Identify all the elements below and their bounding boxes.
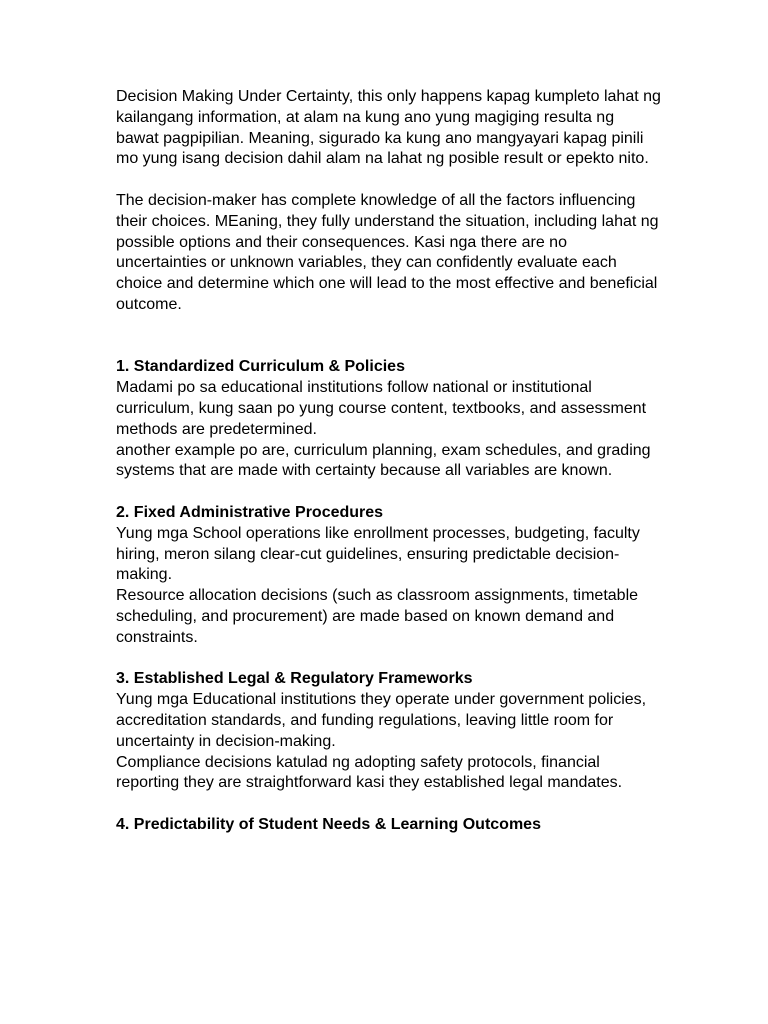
section-heading: 3. Established Legal & Regulatory Frameworks	[116, 670, 473, 688]
paragraph-spacer	[116, 794, 661, 815]
section-body: Resource allocation decisions (such as classroom assignments, timetable scheduling, and procurement) are made based on known demand and constraints.	[116, 587, 639, 646]
paragraph-spacer	[116, 649, 661, 670]
intro-paragraph-2: The decision-maker has complete knowledge of all the factors influencing their choices. MEaning, they fully understand the situation, including lahat ng possible options and their consequences. Kasi nga there are no uncertainties or unknown variables, they can confidently evaluate each choice and determine which one will lead to the most effective and beneficial outcome.	[116, 191, 659, 313]
section-body: Yung mga School operations like enrollment processes, budgeting, faculty hiring, meron silang clear-cut guidelines, ensuring predictable decision-making.	[116, 524, 640, 584]
section-body: Compliance decisions katulad ng adopting safety protocols, financial reporting they are straightforward kasi they established legal mandates.	[116, 753, 623, 792]
paragraph-spacer	[116, 316, 661, 358]
document-page	[116, 87, 661, 836]
section-heading: 1. Standardized Curriculum & Policies	[116, 358, 405, 376]
section-body: Madami po sa educational institutions follow national or institutional curriculum, kung saan po yung course content, textbooks, and assessment methods are predetermined.	[116, 379, 647, 438]
section-4	[116, 815, 661, 836]
section-body: Yung mga Educational institutions they operate under government policies, accreditation standards, and funding regulations, leaving little room for uncertainty in decision-making.	[116, 691, 647, 750]
paragraph-spacer	[116, 170, 661, 191]
section-heading: 4. Predictability of Student Needs & Learning Outcomes	[116, 815, 541, 833]
section-body: another example po are, curriculum planning, exam schedules, and grading systems that are made with certainty because all variables are known.	[116, 441, 651, 480]
intro-paragraph-1: Decision Making Under Certainty, this only happens kapag kumpleto lahat ng kailangang information, at alam na kung ano yung magiging resulta ng bawat pagpipilian. Meaning, sigurado ka kung ano mangyayari kapag pinili mo yung isang decision dahil alam na lahat ng posible result or epekto nito.	[116, 88, 661, 168]
section-1	[116, 357, 661, 482]
section-heading: 2. Fixed Administrative Procedures	[116, 503, 384, 521]
section-3	[116, 669, 661, 794]
paragraph-spacer	[116, 482, 661, 503]
section-2	[116, 503, 661, 649]
